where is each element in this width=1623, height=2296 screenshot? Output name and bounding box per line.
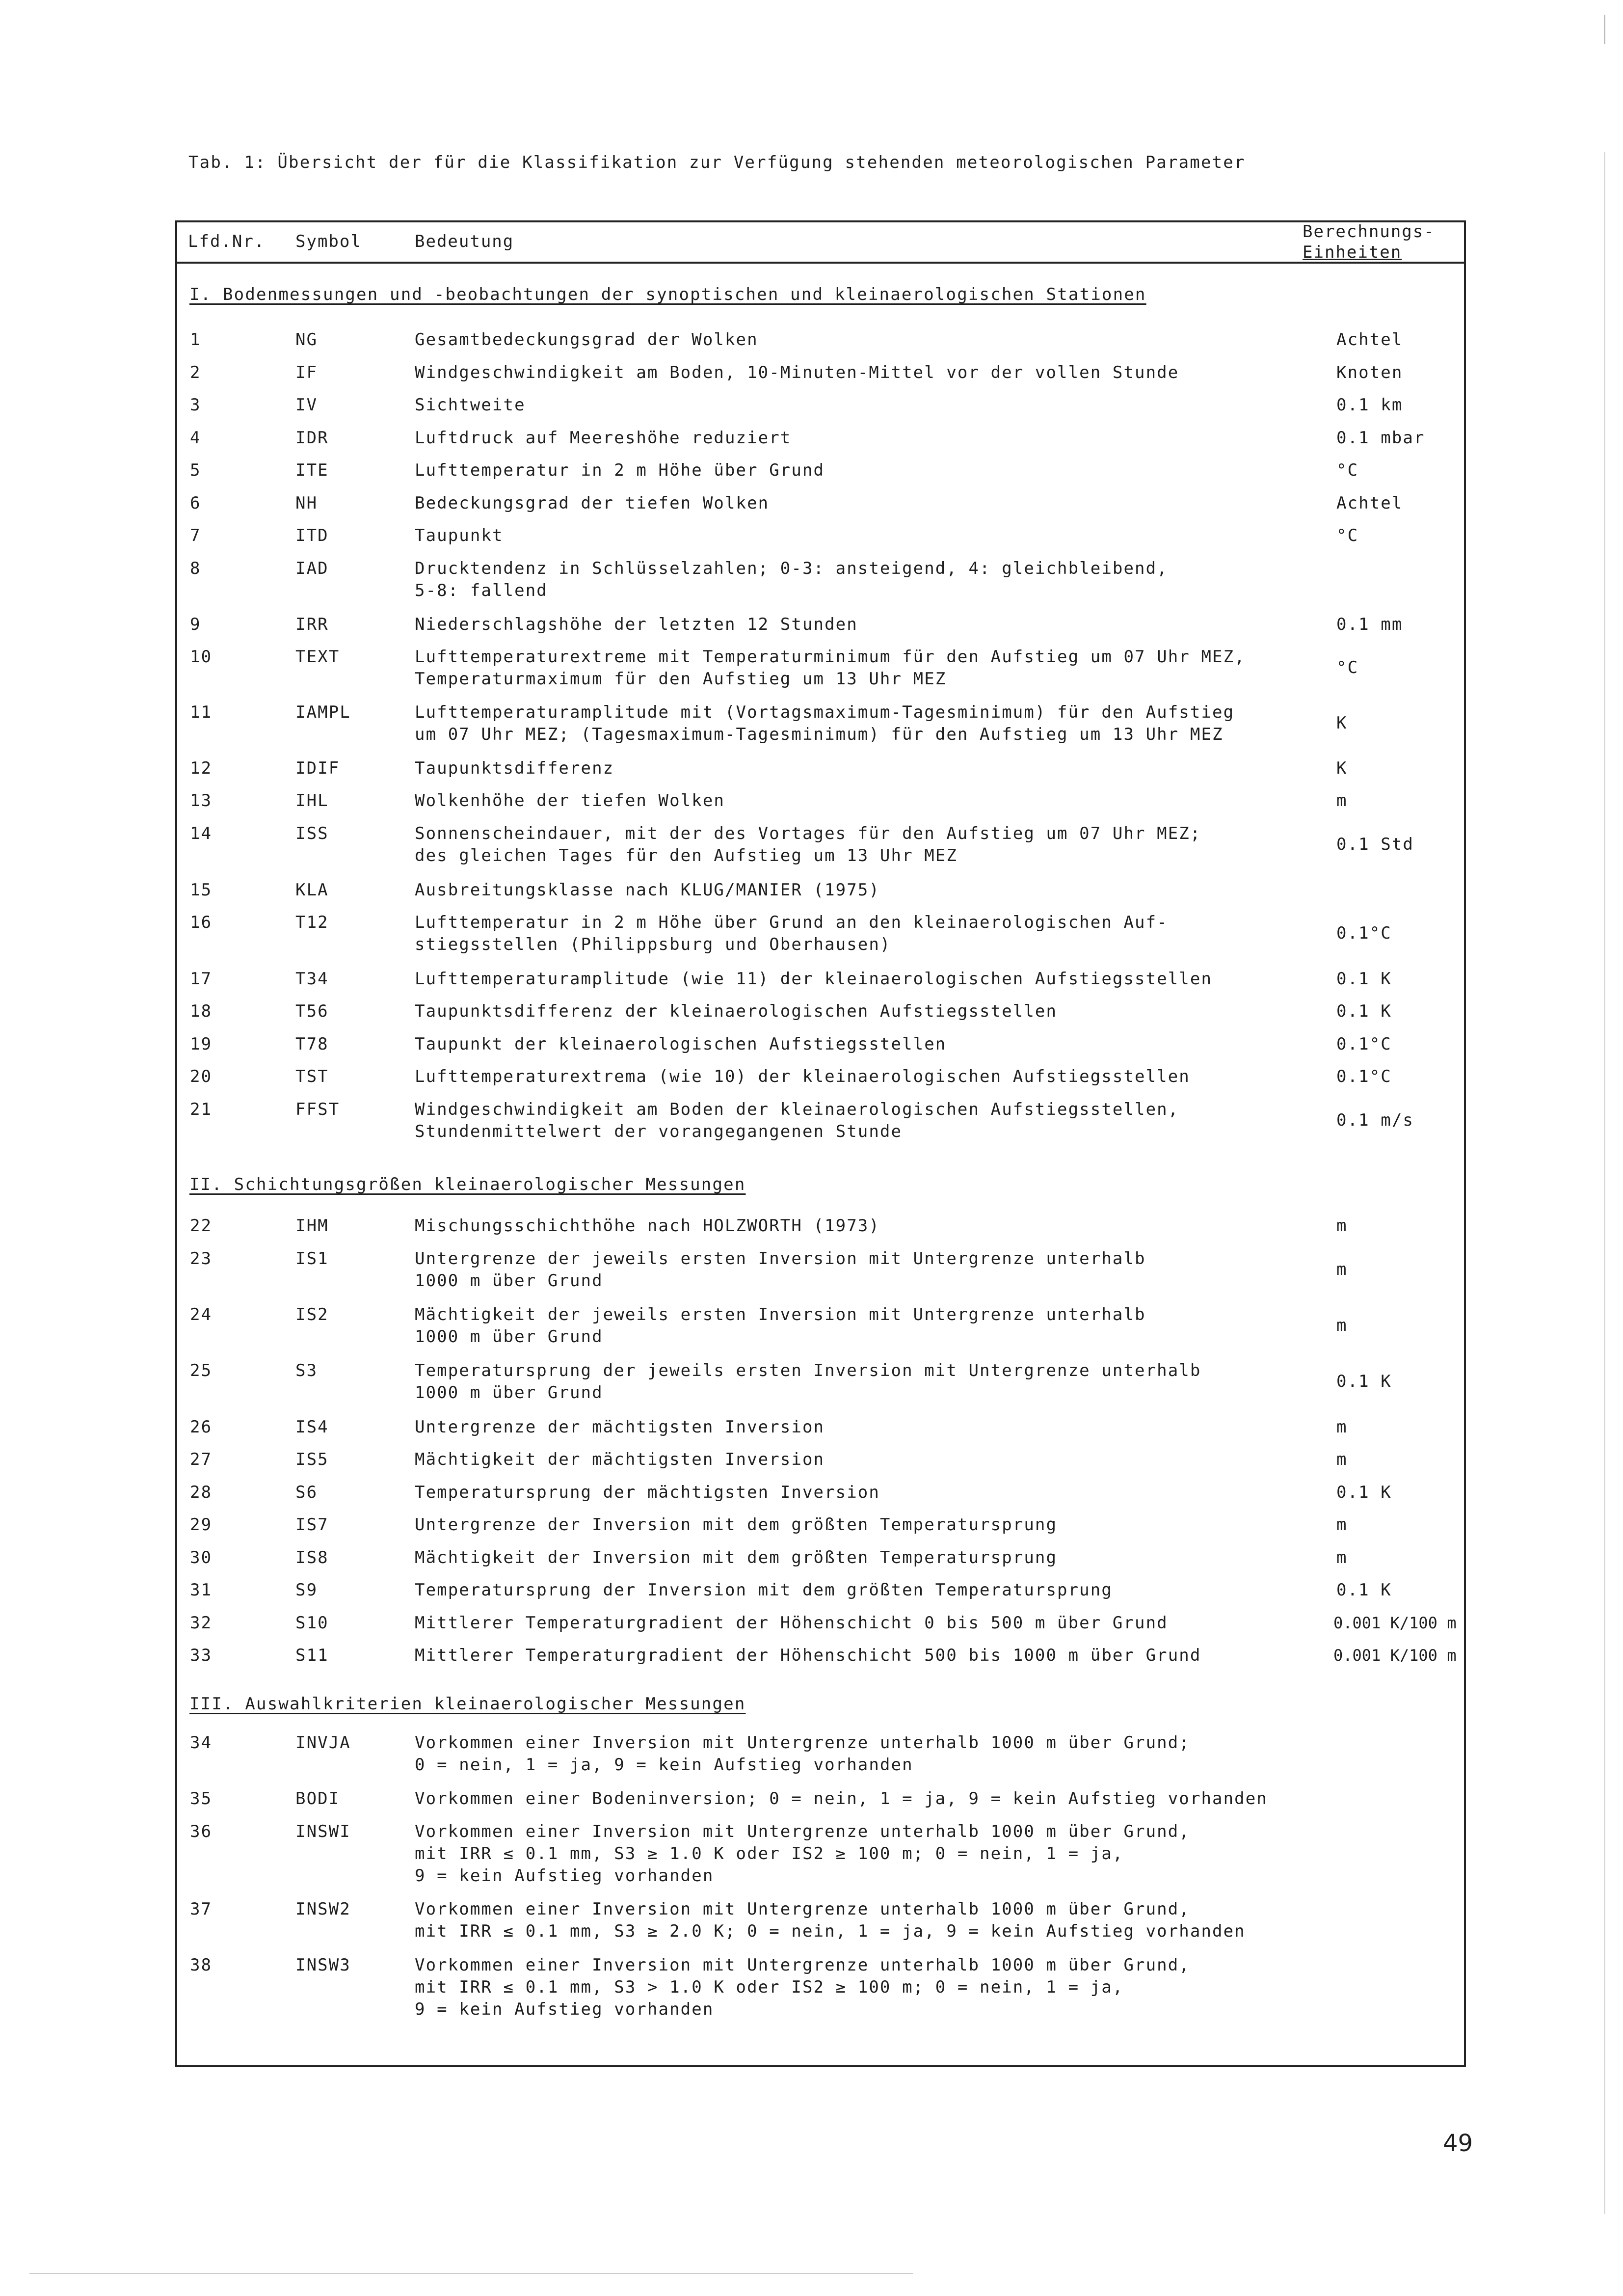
row-description (415, 757, 614, 780)
row-symbol: BODI (295, 1789, 340, 1809)
description-line: Untergrenze der mächtigsten Inversion (415, 1417, 825, 1437)
row-description (415, 1821, 1190, 1887)
row-number: 32 (190, 1613, 213, 1633)
row-symbol: TEXT (295, 647, 340, 667)
row-unit: 0.1°C (1336, 1034, 1392, 1054)
description-line: Luftdruck auf Meereshöhe reduziert (415, 428, 792, 448)
row-symbol: T12 (295, 913, 329, 932)
row-unit: 0.1 mm (1336, 615, 1403, 634)
header-einheiten (1303, 221, 1435, 263)
description-line: Taupunktsdifferenz (415, 758, 614, 778)
row-unit: 0.1 K (1336, 1372, 1392, 1391)
row-number: 18 (190, 1001, 213, 1021)
row-symbol: IS7 (295, 1515, 329, 1535)
row-unit: 0.1 Std (1336, 835, 1414, 854)
row-number: 26 (190, 1417, 213, 1437)
row-symbol: IHL (295, 791, 329, 810)
row-number: 6 (190, 493, 201, 513)
row-symbol: IS2 (295, 1305, 329, 1324)
description-line: Mächtigkeit der jeweils ersten Inversion mit Untergrenze unterhalb (415, 1305, 1146, 1324)
row-description (415, 1304, 1146, 1348)
row-description (415, 790, 725, 812)
row-number: 36 (190, 1822, 213, 1841)
row-description (415, 1360, 1201, 1404)
row-symbol: T78 (295, 1034, 329, 1054)
row-symbol: INSWI (295, 1822, 351, 1841)
row-description (415, 1547, 1057, 1569)
description-line: Temperaturmaximum für den Aufstieg um 13 Uhr MEZ (415, 669, 947, 689)
row-description (415, 1732, 1190, 1776)
row-number: 29 (190, 1515, 213, 1535)
row-unit: 0.1 K (1336, 1580, 1392, 1600)
row-number: 5 (190, 460, 201, 480)
row-description (415, 1000, 1057, 1023)
row-symbol: IS4 (295, 1417, 329, 1437)
description-line: mit IRR ≤ 0.1 mm, S3 ≥ 1.0 K oder IS2 ≥ 100 m; 0 = nein, 1 = ja, (415, 1844, 1124, 1864)
row-description (415, 1898, 1246, 1943)
row-description (415, 1416, 825, 1438)
row-unit: K (1336, 758, 1348, 778)
description-line: Sonnenscheindauer, mit der des Vortages für den Aufstieg um 07 Uhr MEZ; (415, 824, 1201, 843)
row-number: 17 (190, 969, 213, 989)
row-unit: 0.1°C (1336, 1067, 1392, 1086)
row-number: 19 (190, 1034, 213, 1054)
row-unit: m (1336, 791, 1348, 810)
row-number: 23 (190, 1249, 213, 1269)
row-description (415, 1215, 880, 1237)
row-unit: m (1336, 1260, 1348, 1279)
header-einheiten-line-2: Einheiten (1303, 243, 1402, 262)
row-number: 38 (190, 1955, 213, 1975)
description-line: 1000 m über Grund (415, 1327, 603, 1347)
row-number: 13 (190, 791, 213, 810)
row-description (415, 1248, 1146, 1292)
section-title-2: II. Schichtungsgrößen kleinaerologischer Messungen (189, 1175, 746, 1194)
row-unit: 0.1 K (1336, 1483, 1392, 1502)
row-symbol: IF (295, 363, 318, 382)
row-symbol: IRR (295, 615, 329, 634)
row-number: 11 (190, 702, 213, 722)
description-line: 9 = kein Aufstieg vorhanden (415, 1999, 714, 2019)
table-header (175, 220, 1466, 264)
row-unit: m (1336, 1450, 1348, 1469)
header-bedeutung: Bedeutung (415, 232, 514, 251)
row-description (415, 329, 758, 351)
row-number: 28 (190, 1483, 213, 1502)
row-description (415, 362, 1179, 384)
row-description (415, 1954, 1190, 2021)
description-line: des gleichen Tages für den Aufstieg um 13 Uhr MEZ (415, 846, 958, 865)
row-description (415, 1579, 1113, 1601)
row-description (415, 1099, 1179, 1143)
description-line: Mischungsschichthöhe nach HOLZWORTH (1973) (415, 1216, 880, 1236)
row-description (415, 394, 526, 416)
row-number: 31 (190, 1580, 213, 1600)
row-description (415, 558, 1168, 602)
row-symbol: S10 (295, 1613, 329, 1633)
row-symbol: INSW2 (295, 1899, 351, 1919)
row-symbol: NG (295, 330, 318, 350)
description-line: Vorkommen einer Inversion mit Untergrenze unterhalb 1000 m über Grund, (415, 1822, 1190, 1841)
row-unit: 0.1 K (1336, 969, 1392, 989)
description-line: Drucktendenz in Schlüsselzahlen; 0-3: ansteigend, 4: gleichbleibend, (415, 559, 1168, 578)
description-line: Temperatursprung der jeweils ersten Inversion mit Untergrenze unterhalb (415, 1361, 1201, 1380)
row-unit: °C (1336, 526, 1359, 545)
description-line: Untergrenze der Inversion mit dem größten Temperatursprung (415, 1515, 1058, 1535)
row-number: 24 (190, 1305, 213, 1324)
row-symbol: T34 (295, 969, 329, 989)
row-unit: 0.1°C (1336, 923, 1392, 943)
description-line: 9 = kein Aufstieg vorhanden (415, 1866, 714, 1886)
row-description (415, 702, 1234, 746)
description-line: Temperatursprung der Inversion mit dem größten Temperatursprung (415, 1580, 1113, 1600)
row-description (415, 492, 769, 514)
row-unit: 0.001 K/100 m (1333, 1646, 1457, 1665)
row-number: 25 (190, 1361, 213, 1380)
row-description (415, 459, 825, 482)
row-unit: 0.1 mbar (1336, 428, 1425, 448)
description-line: Bedeckungsgrad der tiefen Wolken (415, 493, 770, 513)
row-number: 37 (190, 1899, 213, 1919)
row-number: 27 (190, 1450, 213, 1469)
row-description (415, 968, 1212, 990)
description-line: Mittlerer Temperaturgradient der Höhenschicht 0 bis 500 m über Grund (415, 1613, 1168, 1633)
row-number: 35 (190, 1789, 213, 1809)
description-line: Vorkommen einer Inversion mit Untergrenze unterhalb 1000 m über Grund, (415, 1899, 1190, 1919)
row-description (415, 1449, 825, 1471)
row-symbol: S11 (295, 1646, 329, 1665)
description-line: Temperatursprung der mächtigsten Inversion (415, 1483, 880, 1502)
row-unit: m (1336, 1417, 1348, 1437)
description-line: stiegsstellen (Philippsburg und Oberhausen) (415, 935, 891, 954)
row-number: 3 (190, 395, 201, 415)
row-description (415, 525, 504, 547)
section-title-3: III. Auswahlkriterien kleinaerologischer Messungen (189, 1694, 746, 1714)
row-unit: 0.1 m/s (1336, 1110, 1414, 1130)
row-symbol: IS1 (295, 1249, 329, 1269)
row-symbol: IDIF (295, 758, 340, 778)
row-description (415, 823, 1201, 867)
description-line: um 07 Uhr MEZ; (Tagesmaximum-Tagesminimum) für den Aufstieg um 13 Uhr MEZ (415, 725, 1224, 744)
row-description (415, 646, 1246, 690)
row-number: 9 (190, 615, 201, 634)
header-symbol: Symbol (295, 232, 362, 251)
row-number: 4 (190, 428, 201, 448)
description-line: Mächtigkeit der Inversion mit dem größten Temperatursprung (415, 1548, 1058, 1567)
row-number: 22 (190, 1216, 213, 1236)
description-line: mit IRR ≤ 0.1 mm, S3 ≥ 2.0 K; 0 = nein, 1 = ja, 9 = kein Aufstieg vorhanden (415, 1921, 1246, 1941)
row-number: 14 (190, 824, 213, 843)
row-number: 8 (190, 559, 201, 578)
description-line: Vorkommen einer Inversion mit Untergrenze unterhalb 1000 m über Grund; (415, 1733, 1190, 1753)
row-symbol: IAMPL (295, 702, 351, 722)
row-number: 16 (190, 913, 213, 932)
description-line: Taupunkt der kleinaerologischen Aufstiegsstellen (415, 1034, 947, 1054)
row-symbol: IS5 (295, 1450, 329, 1469)
row-symbol: INVJA (295, 1733, 351, 1753)
row-unit: °C (1336, 460, 1359, 480)
row-unit: m (1336, 1216, 1348, 1236)
row-unit: 0.1 K (1336, 1001, 1392, 1021)
description-line: Vorkommen einer Bodeninversion; 0 = nein, 1 = ja, 9 = kein Aufstieg vorhanden (415, 1789, 1268, 1809)
description-line: Lufttemperaturextrema (wie 10) der kleinaerologischen Aufstiegsstellen (415, 1067, 1190, 1086)
row-number: 33 (190, 1646, 213, 1665)
description-line: Taupunktsdifferenz der kleinaerologischen Aufstiegsstellen (415, 1001, 1058, 1021)
table-caption: Tab. 1: Übersicht der für die Klassifikation zur Verfügung stehenden meteorologischen Parameter (188, 153, 1246, 172)
description-line: Mittlerer Temperaturgradient der Höhenschicht 500 bis 1000 m über Grund (415, 1646, 1201, 1665)
row-symbol: IHM (295, 1216, 329, 1236)
description-line: Lufttemperaturamplitude (wie 11) der kleinaerologischen Aufstiegsstellen (415, 969, 1213, 989)
description-line: Niederschlagshöhe der letzten 12 Stunden (415, 615, 858, 634)
description-line: Wolkenhöhe der tiefen Wolken (415, 791, 725, 810)
row-symbol: FFST (295, 1100, 340, 1119)
description-line: 1000 m über Grund (415, 1271, 603, 1291)
row-symbol: ITE (295, 460, 329, 480)
description-line: 5-8: fallend (415, 581, 548, 600)
row-symbol: S3 (295, 1361, 318, 1380)
row-symbol: ISS (295, 824, 329, 843)
scan-mark (1604, 15, 1605, 44)
row-description (415, 614, 858, 636)
scan-mark (1604, 152, 1605, 2214)
header-einheiten-line-1: Berechnungs- (1303, 222, 1435, 242)
row-description (415, 1514, 1057, 1536)
row-unit: 0.001 K/100 m (1333, 1614, 1457, 1632)
description-line: Lufttemperatur in 2 m Höhe über Grund (415, 460, 825, 480)
description-line: 1000 m über Grund (415, 1383, 603, 1403)
row-description (415, 427, 791, 449)
scan-mark (29, 2273, 913, 2274)
row-symbol: IAD (295, 559, 329, 578)
row-number: 15 (190, 880, 213, 900)
description-line: Taupunkt (415, 526, 504, 545)
row-number: 34 (190, 1733, 213, 1753)
row-symbol: S9 (295, 1580, 318, 1600)
row-symbol: KLA (295, 880, 329, 900)
row-description (415, 1612, 1168, 1634)
header-nr: Lfd.Nr. (188, 232, 266, 251)
page-number: 49 (1443, 2130, 1473, 2157)
row-unit: 0.1 km (1336, 395, 1403, 415)
row-number: 7 (190, 526, 201, 545)
description-line: mit IRR ≤ 0.1 mm, S3 > 1.0 K oder IS2 ≥ 100 m; 0 = nein, 1 = ja, (415, 1977, 1124, 1997)
row-unit: m (1336, 1316, 1348, 1335)
row-description (415, 1482, 880, 1504)
description-line: Lufttemperaturamplitude mit (Vortagsmaximum-Tagesminimum) für den Aufstieg (415, 702, 1235, 722)
row-symbol: INSW3 (295, 1955, 351, 1975)
row-unit: °C (1336, 658, 1359, 677)
description-line: Sichtweite (415, 395, 526, 415)
description-line: Stundenmittelwert der vorangegangenen Stunde (415, 1122, 903, 1141)
row-number: 1 (190, 330, 201, 350)
row-number: 30 (190, 1548, 213, 1567)
row-unit: m (1336, 1515, 1348, 1535)
row-description (415, 1033, 946, 1055)
row-description (415, 1066, 1190, 1088)
row-number: 12 (190, 758, 213, 778)
row-symbol: IDR (295, 428, 329, 448)
row-symbol: NH (295, 493, 318, 513)
description-line: Mächtigkeit der mächtigsten Inversion (415, 1450, 825, 1469)
row-symbol: ITD (295, 526, 329, 545)
description-line: Windgeschwindigkeit am Boden, 10-Minuten-Mittel vor der vollen Stunde (415, 363, 1179, 382)
row-unit: Achtel (1336, 493, 1403, 513)
row-symbol: S6 (295, 1483, 318, 1502)
description-line: Vorkommen einer Inversion mit Untergrenze unterhalb 1000 m über Grund, (415, 1955, 1190, 1975)
description-line: Lufttemperaturextreme mit Temperaturminimum für den Aufstieg um 07 Uhr MEZ, (415, 647, 1246, 667)
description-line: Windgeschwindigkeit am Boden der kleinaerologischen Aufstiegsstellen, (415, 1100, 1179, 1119)
row-unit: m (1336, 1548, 1348, 1567)
row-number: 21 (190, 1100, 213, 1119)
section-title-1: I. Bodenmessungen und -beobachtungen der synoptischen und kleinaerologischen Stationen (189, 285, 1146, 304)
row-symbol: IS8 (295, 1548, 329, 1567)
row-unit: K (1336, 713, 1348, 733)
description-line: Gesamtbedeckungsgrad der Wolken (415, 330, 758, 350)
row-number: 2 (190, 363, 201, 382)
description-line: Lufttemperatur in 2 m Höhe über Grund an den kleinaerologischen Auf- (415, 913, 1168, 932)
description-line: Ausbreitungsklasse nach KLUG/MANIER (1975) (415, 880, 880, 900)
description-line: 0 = nein, 1 = ja, 9 = kein Aufstieg vorhanden (415, 1755, 913, 1775)
row-symbol: T56 (295, 1001, 329, 1021)
row-unit: Achtel (1336, 330, 1403, 350)
row-symbol: IV (295, 395, 318, 415)
row-description (415, 879, 880, 901)
row-description (415, 1788, 1268, 1810)
row-description (415, 912, 1168, 956)
row-number: 20 (190, 1067, 213, 1086)
row-number: 10 (190, 647, 213, 667)
row-unit: Knoten (1336, 363, 1403, 382)
row-symbol: TST (295, 1067, 329, 1086)
row-description (415, 1645, 1201, 1667)
description-line: Untergrenze der jeweils ersten Inversion mit Untergrenze unterhalb (415, 1249, 1146, 1269)
